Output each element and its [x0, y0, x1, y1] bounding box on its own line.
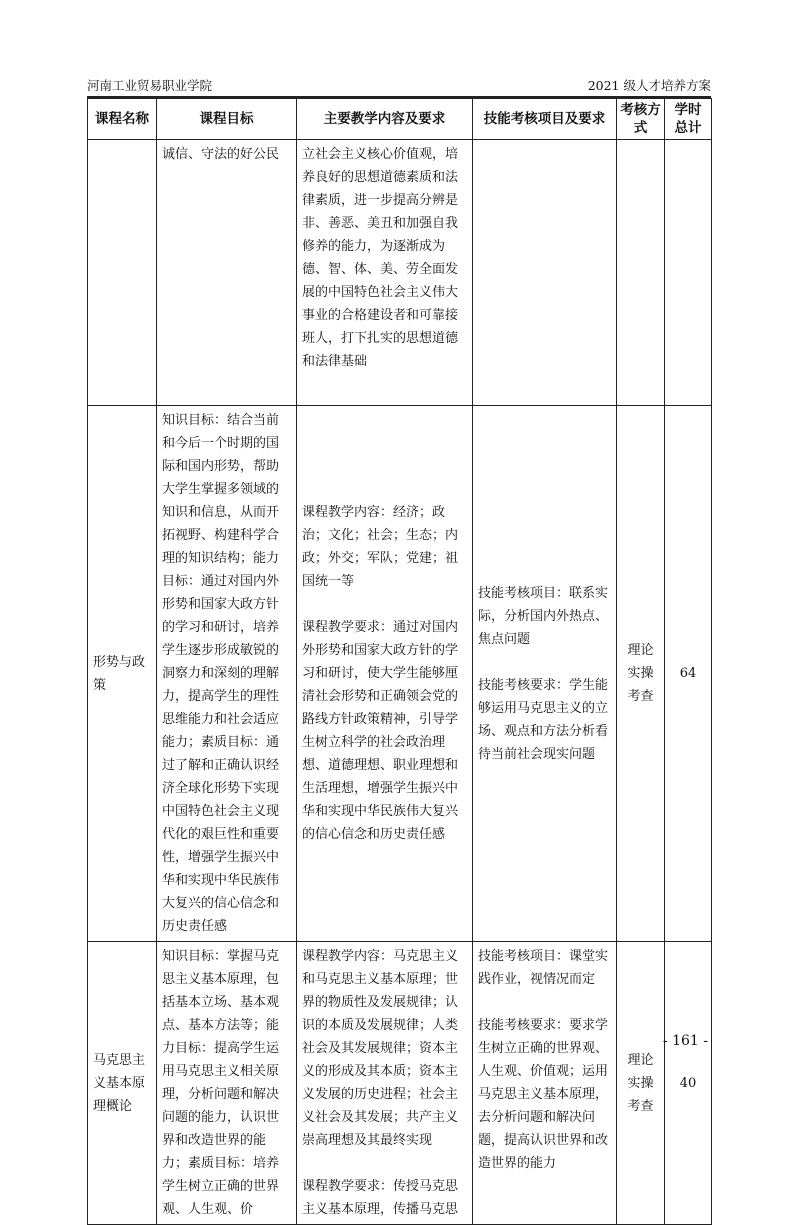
hours-cell: 64: [665, 406, 712, 942]
course-goal-cell: 知识目标：掌握马克思主义基本原理，包括基本立场、基本观点、基本方法等；能力目标：提高学生运用马克思主义相关原理，分析问题和解决问题的能力，认识世界和改造世界的能力；素质目标：培养学生树立正确的世界观、人生观、价: [157, 942, 297, 1225]
course-goal-cell: 诚信、守法的好公民: [157, 140, 297, 406]
course-name-cell: 马克思主义基本原理概论: [88, 942, 157, 1225]
col-header-course-name: 课程名称: [88, 99, 157, 140]
col-header-skill: 技能考核项目及要求: [473, 99, 617, 140]
col-header-exam-method: 考核方式: [617, 99, 665, 140]
hours-cell: 40: [665, 942, 712, 1225]
content-cell: [297, 942, 473, 1225]
header-plan-title: 2021 级人才培养方案: [587, 78, 711, 93]
col-header-hours: 学时总计: [665, 99, 712, 140]
content-requirement-text: 课程教学要求：通过对国内外形势和国家大政方针的学习和研讨，使大学生能够厘清社会形势和正确领会党的路线方针政策精神，引导学生树立科学的社会政治理想、道德理想、职业理想和生活理想，增强学生振兴中华和实现中华民族伟大复兴的信心信念和历史责任感: [302, 620, 459, 842]
content-text: 课程教学内容：马克思主义和马克思主义基本原理；世界的物质性及发展规律；认识的本质及发展规律；人类社会及其发展规律；资本主义的形成及其本质；资本主义发展的历史进程；社会主义社会及其发展；共产主义崇高理想及其最终实现: [302, 949, 459, 1148]
exam-method-cell: 理论实操考查: [617, 942, 665, 1225]
col-header-content: 主要教学内容及要求: [297, 99, 473, 140]
table-header-row: [88, 99, 712, 140]
header-school-name: 河南工业贸易职业学院: [87, 78, 213, 93]
skill-requirement-text: 技能考核要求：要求学生树立正确的世界观、人生观、价值观；运用马克思主义基本原理，去分析问题和解决问题，提高认识世界和改造世界的能力: [478, 1018, 609, 1171]
content-cell: [297, 140, 473, 406]
course-name-cell: [88, 140, 157, 406]
content-text: 立社会主义核心价值观，培养良好的思想道德素质和法律素质，进一步提高分辨是非、善恶、美丑和加强自我修养的能力，为逐渐成为德、智、体、美、劳全面发展的中国特色社会主义伟大事业的合格建设者和可靠接班人，打下扎实的思想道德和法律基础: [302, 147, 459, 369]
hours-cell: [665, 140, 712, 406]
course-goal-cell: 知识目标：结合当前和今后一个时期的国际和国内形势，帮助大学生掌握多领域的知识和信息，从而开拓视野、构建科学合理的知识结构；能力目标：通过对国内外形势和国家大政方针的学习和研讨，培养学生逐步形成敏锐的洞察力和深刻的理解力，提高学生的理性思维能力和社会适应能力；素质目标：通过了解和正确认识经济全球化形势下实现中国特色社会主义现代化的艰巨性和重要性，增强学生振兴中华和实现中华民族伟大复兴的信心信念和历史责任感: [157, 406, 297, 942]
content-requirement-text: 课程教学要求：传授马克思主义基本原理，传播马克思: [302, 1179, 459, 1217]
skill-requirement-text: 技能考核要求：学生能够运用马克思主义的立场、观点和方法分析看待当前社会现实问题: [478, 677, 609, 762]
skill-cell: [473, 406, 617, 942]
page-number: - 161 -: [662, 1033, 708, 1049]
skill-cell: [473, 942, 617, 1225]
content-cell: [297, 406, 473, 942]
exam-method-cell: 理论实操考查: [617, 406, 665, 942]
skill-cell: [473, 140, 617, 406]
course-table: [87, 98, 712, 1225]
exam-method-cell: [617, 140, 665, 406]
col-header-course-goal: 课程目标: [157, 99, 297, 140]
table-row: [88, 406, 712, 942]
table-row: [88, 140, 712, 406]
skill-item-text: 技能考核项目：联系实际，分析国内外热点、焦点问题: [478, 585, 609, 647]
course-name-cell: 形势与政策: [88, 406, 157, 942]
skill-item-text: 技能考核项目：课堂实践作业，视情况而定: [478, 949, 609, 987]
content-text: 课程教学内容：经济；政治；文化；社会；生态；内政；外交；军队；党建；祖国统一等: [302, 505, 459, 589]
page-header: [87, 76, 711, 96]
table-row: [88, 942, 712, 1225]
